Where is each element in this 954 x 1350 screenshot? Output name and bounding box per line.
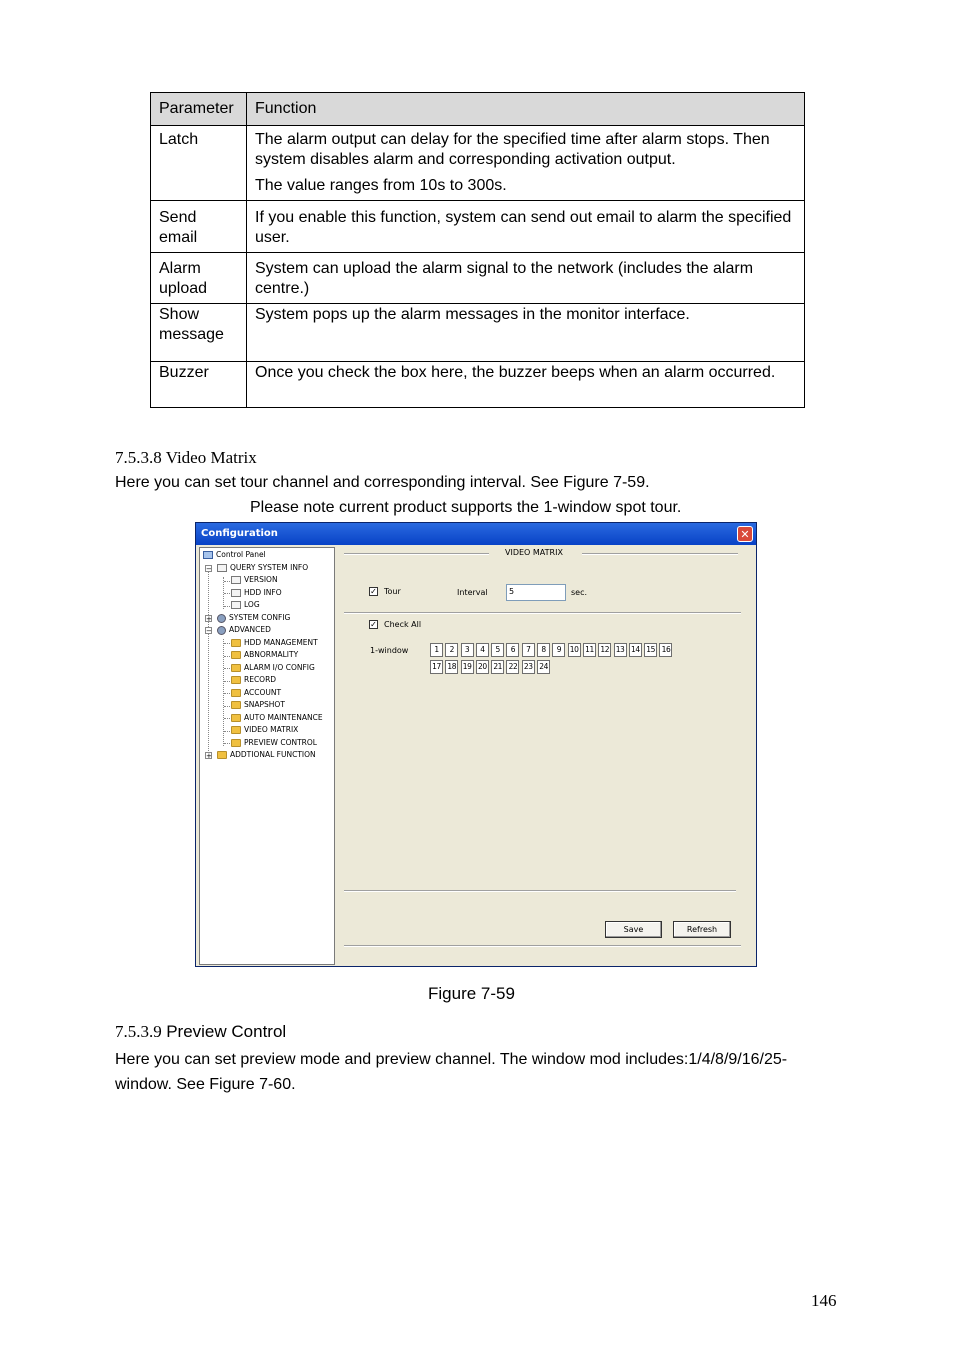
row-function-line: Once you check the box here, the buzzer beeps when an alarm occurred. <box>255 364 776 381</box>
tree-item-alarm-io-config[interactable] <box>231 662 315 674</box>
channel-checkbox[interactable]: 4 <box>476 643 489 657</box>
tree-item-preview-control[interactable] <box>231 737 317 749</box>
tree-item-label: ACCOUNT <box>244 688 282 697</box>
folder-icon <box>217 751 227 759</box>
row-function <box>247 253 805 304</box>
window-mode-label: 1-window <box>370 646 409 655</box>
tree-item-query-system-info[interactable] <box>217 562 308 574</box>
tree-item-label: SNAPSHOT <box>244 700 285 709</box>
channel-checkbox[interactable]: 20 <box>476 660 489 674</box>
table-header-row <box>151 93 805 126</box>
table-row <box>151 304 805 362</box>
channel-checkbox[interactable]: 8 <box>537 643 550 657</box>
interval-label: Interval <box>457 588 488 597</box>
tree-item-label: LOG <box>244 600 260 609</box>
document-icon <box>231 601 241 609</box>
channel-checkbox[interactable]: 9 <box>552 643 565 657</box>
tree-item-advanced[interactable] <box>217 624 271 636</box>
channel-checkbox[interactable]: 7 <box>522 643 535 657</box>
tree-item-version[interactable] <box>231 574 278 586</box>
folder-icon <box>231 664 241 672</box>
configuration-window <box>195 522 757 967</box>
row-param: Show message <box>151 304 247 362</box>
tree-item-hdd-info[interactable] <box>231 587 282 599</box>
row-function-line: System pops up the alarm messages in the monitor interface. <box>255 306 690 323</box>
tree-item-label: RECORD <box>244 675 277 684</box>
row-param: Buzzer <box>151 362 247 408</box>
tree-item-system-config[interactable] <box>217 612 290 624</box>
section-heading-preview-control <box>115 1022 286 1042</box>
close-icon: ✕ <box>740 529 750 541</box>
table-row <box>151 362 805 408</box>
row-function <box>247 362 805 408</box>
tools-icon <box>217 614 226 623</box>
channel-checkbox[interactable]: 19 <box>461 660 474 674</box>
tree-item-label: ALARM I/O CONFIG <box>244 663 315 672</box>
document-icon <box>231 576 241 584</box>
tree-item-account[interactable] <box>231 687 281 699</box>
row-function-line: The value ranges from 10s to 300s. <box>255 177 507 194</box>
section-heading-video-matrix: 7.5.3.8 Video Matrix <box>115 448 257 467</box>
tree-item-label: SYSTEM CONFIG <box>229 613 291 622</box>
folder-icon <box>231 714 241 722</box>
folder-icon <box>231 676 241 684</box>
save-button[interactable]: Save <box>605 921 662 938</box>
tree-item-record[interactable] <box>231 674 276 686</box>
parameter-table <box>150 92 805 408</box>
folder-icon <box>231 726 241 734</box>
channel-checkbox[interactable]: 11 <box>583 643 596 657</box>
channel-checkbox[interactable]: 3 <box>461 643 474 657</box>
tree-item-label: AUTO MAINTENANCE <box>244 713 323 722</box>
channel-checkbox[interactable]: 24 <box>537 660 550 674</box>
gear-icon <box>217 626 226 635</box>
tree-item-video-matrix[interactable] <box>231 724 298 736</box>
folder-icon <box>231 639 241 647</box>
channel-checkbox[interactable]: 22 <box>506 660 519 674</box>
folder-icon <box>231 689 241 697</box>
channel-checkbox[interactable]: 21 <box>491 660 504 674</box>
tree-item-label: QUERY SYSTEM INFO <box>230 563 309 572</box>
tree-item-label: VIDEO MATRIX <box>244 725 299 734</box>
tree-item-label: HDD INFO <box>244 588 282 597</box>
channel-checkbox[interactable]: 23 <box>522 660 535 674</box>
tree-item-snapshot[interactable] <box>231 699 285 711</box>
channel-grid <box>430 643 675 674</box>
interval-unit: sec. <box>571 588 588 597</box>
interval-input[interactable]: 5 <box>506 584 566 601</box>
header-parameter: Parameter <box>151 93 247 126</box>
table-row <box>151 253 805 304</box>
tree-item-label: VERSION <box>244 575 278 584</box>
page-number: 146 <box>811 1291 837 1310</box>
check-all-label: Check All <box>384 620 422 629</box>
tree-item-label: ABNORMALITY <box>244 650 299 659</box>
window-titlebar[interactable] <box>196 523 756 545</box>
channel-checkbox[interactable]: 14 <box>629 643 642 657</box>
row-function-line: If you enable this function, system can send out email to alarm the specified user. <box>255 209 792 246</box>
tree-item-hdd-management[interactable] <box>231 637 318 649</box>
folder-icon <box>231 651 241 659</box>
document-icon <box>217 564 227 572</box>
channel-checkbox[interactable]: 16 <box>659 643 672 657</box>
row-function <box>247 126 805 201</box>
tree-item-log[interactable] <box>231 599 260 611</box>
tree-item-control-panel[interactable] <box>203 549 266 561</box>
video-matrix-panel <box>338 547 753 965</box>
section-note: Please note current product supports the 1-window spot tour. <box>250 499 682 516</box>
navigation-tree <box>199 547 335 965</box>
row-function <box>247 304 805 362</box>
close-button[interactable] <box>737 526 753 542</box>
computer-icon <box>203 551 213 559</box>
document-icon <box>231 589 241 597</box>
section-text-video-matrix: Here you can set tour channel and corresponding interval. See Figure 7-59. <box>115 474 650 491</box>
window-title: Configuration <box>201 528 278 539</box>
row-function-line: System can upload the alarm signal to the network (includes the alarm centre.) <box>255 260 754 297</box>
table-row <box>151 201 805 253</box>
expander-advanced[interactable]: − <box>206 627 212 635</box>
channel-checkbox[interactable]: 10 <box>568 643 581 657</box>
channel-checkbox[interactable]: 2 <box>445 643 458 657</box>
channel-checkbox[interactable]: 17 <box>430 660 443 674</box>
section-text-preview-control: Here you can set preview mode and preview channel. The window mod includes:1/4/8/9/16/25-window. See Figure 7-60. <box>115 1051 788 1093</box>
expander-additional-function[interactable]: + <box>206 752 212 760</box>
tree-item-abnormality[interactable] <box>231 649 298 661</box>
channel-checkbox[interactable]: 12 <box>598 643 611 657</box>
tree-item-auto-maintenance[interactable] <box>231 712 323 724</box>
row-function-line: The alarm output can delay for the specified time after alarm stops. Then system disables alarm and corresponding activation output. <box>255 131 770 168</box>
tree-item-label: ADVANCED <box>229 625 271 634</box>
section-title: Preview Control <box>166 1022 287 1041</box>
expander-system-config[interactable]: + <box>206 615 212 623</box>
tree-item-label: PREVIEW CONTROL <box>244 738 317 747</box>
channel-checkbox[interactable]: 13 <box>614 643 627 657</box>
expander-query-system-info[interactable]: − <box>206 565 212 573</box>
channel-checkbox[interactable]: 6 <box>506 643 519 657</box>
check-icon: ✓ <box>370 620 377 629</box>
section-number: 7.5.3.9 <box>115 1022 162 1041</box>
header-function: Function <box>247 93 805 126</box>
table-row <box>151 126 805 201</box>
channel-checkbox[interactable]: 1 <box>430 643 443 657</box>
tree-item-label: Control Panel <box>216 550 266 559</box>
row-param: Send email <box>151 201 247 253</box>
row-param: Alarm upload <box>151 253 247 304</box>
folder-icon <box>231 739 241 747</box>
tree-item-additional-function[interactable] <box>217 749 316 761</box>
folder-icon <box>231 701 241 709</box>
channel-checkbox[interactable]: 18 <box>445 660 458 674</box>
channel-checkbox[interactable]: 5 <box>491 643 504 657</box>
channel-checkbox[interactable]: 15 <box>644 643 657 657</box>
check-all-checkbox[interactable] <box>369 620 378 629</box>
tree-item-label: ADDTIONAL FUNCTION <box>230 750 316 759</box>
panel-title: VIDEO MATRIX <box>505 548 563 557</box>
tour-checkbox[interactable] <box>369 587 378 596</box>
tour-label: Tour <box>384 587 401 596</box>
check-icon: ✓ <box>370 587 377 596</box>
row-param: Latch <box>151 126 247 201</box>
figure-caption: Figure 7-59 <box>428 984 515 1003</box>
row-function <box>247 201 805 253</box>
tree-item-label: HDD MANAGEMENT <box>244 638 318 647</box>
refresh-button[interactable]: Refresh <box>673 921 731 938</box>
